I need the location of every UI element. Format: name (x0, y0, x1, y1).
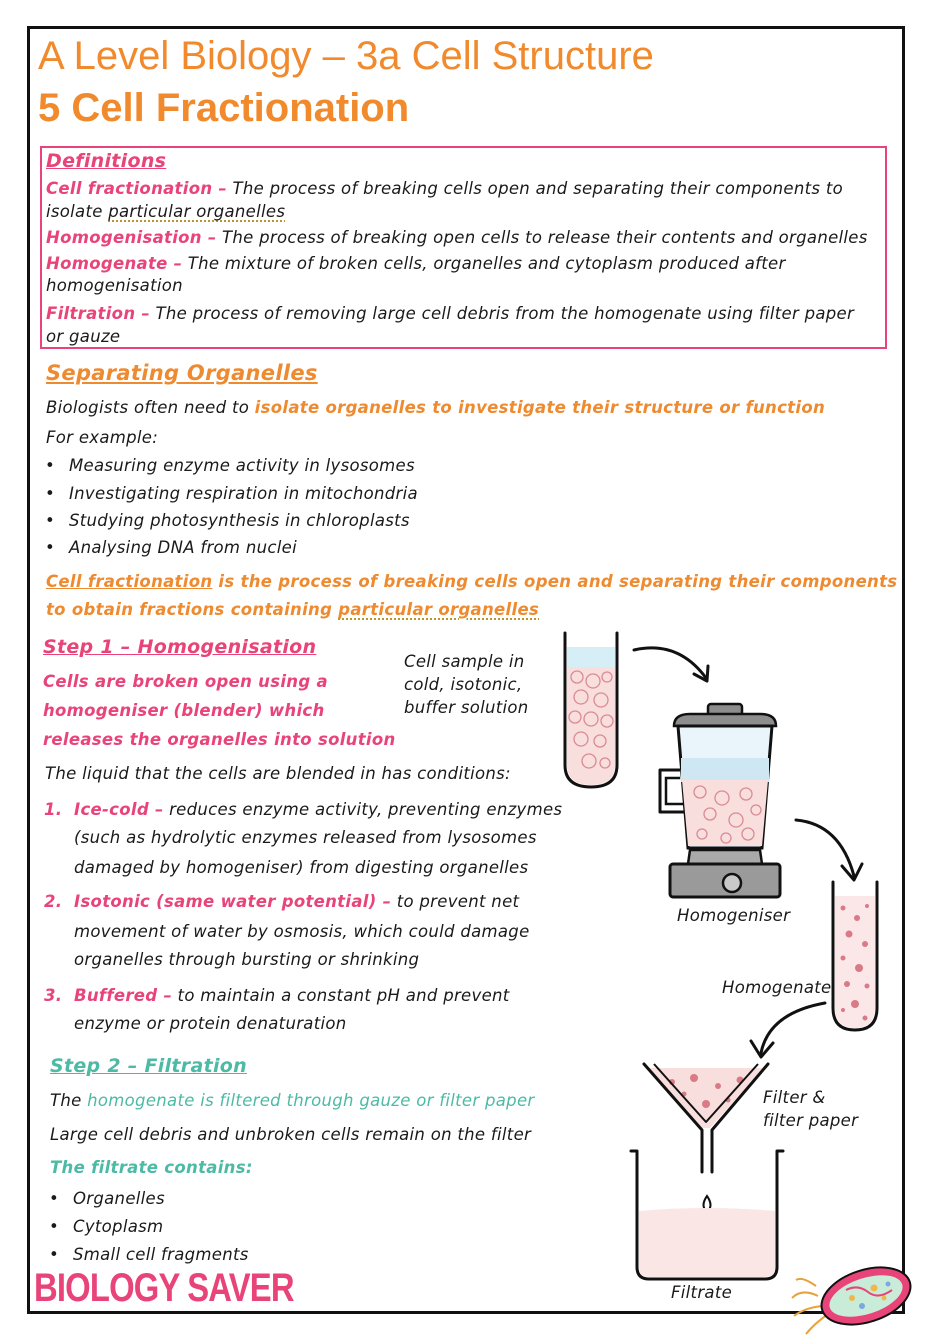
sample-label: buffer solution (404, 698, 529, 717)
list-item: • Cytoplasm (73, 1217, 163, 1236)
summary-text: is the process of breaking cells open and separating their components (212, 572, 898, 591)
condition-buffered (44, 986, 510, 1005)
step2-heading: Step 2 – Filtration (50, 1055, 247, 1077)
definition-text: The process of breaking open cells to release their contents and organelles (216, 228, 868, 247)
filter-label: Filter & (763, 1088, 826, 1107)
definition-cell-fractionation (46, 179, 843, 198)
step1-desc: Cells are broken open using a (43, 672, 328, 691)
summary-term: Cell fractionation (46, 572, 213, 591)
list-item: • Organelles (73, 1189, 165, 1208)
definition-filtration-line2: or gauze (46, 327, 121, 346)
definition-text-dotted: particular organelles (108, 202, 286, 221)
intro-highlight: isolate organelles to investigate their structure or function (254, 398, 826, 417)
condition-text: to maintain a constant pH and prevent (172, 986, 510, 1005)
condition-text: organelles through bursting or shrinking (74, 950, 420, 969)
list-item: • Measuring enzyme activity in lysosomes (69, 456, 415, 475)
condition-text: movement of water by osmosis, which could damage (74, 922, 530, 941)
condition-term: Isotonic (same water potential) – (74, 892, 392, 911)
summary-dotted: particular organelles (338, 600, 540, 619)
condition-term: Ice-cold – (74, 800, 164, 819)
fractionation-summary-line2 (46, 600, 539, 619)
definition-filtration (46, 304, 854, 323)
beaker-icon (625, 1145, 790, 1285)
logo-text: BIOLOGY SAVER (34, 1266, 294, 1310)
condition-isotonic (44, 892, 520, 911)
step1-desc: homogeniser (blender) which (43, 701, 325, 720)
page-subtitle: 5 Cell Fractionation (38, 86, 410, 130)
condition-text: enzyme or protein denaturation (74, 1014, 347, 1033)
step1-heading: Step 1 – Homogenisation (43, 636, 317, 658)
bacterium-icon (788, 1258, 923, 1338)
condition-text: (such as hydrolytic enzymes released from lysosomes (74, 828, 537, 847)
arrow-icon (745, 995, 835, 1065)
arrow-icon (628, 640, 728, 690)
sample-test-tube-icon (555, 625, 630, 790)
step2-text: The (50, 1091, 88, 1110)
definition-text: The process of removing large cell debris from the homogenate using filter paper (149, 304, 855, 323)
filter-label: filter paper (763, 1111, 859, 1130)
definition-text: The process of breaking cells open and separating their components to (226, 179, 843, 198)
blender-icon (650, 700, 800, 905)
definition-homogenate (46, 254, 786, 273)
definitions-heading: Definitions (46, 150, 167, 172)
intro-text: Biologists often need to (46, 398, 255, 417)
condition-text: reduces enzyme activity, preventing enzymes (163, 800, 563, 819)
definition-term: Homogenate – (46, 254, 183, 273)
separating-heading: Separating Organelles (46, 361, 318, 385)
definition-term: Filtration – (46, 304, 150, 323)
filtrate-contains-label: The filtrate contains: (50, 1158, 253, 1177)
filtrate-label: Filtrate (671, 1283, 733, 1302)
step2-line1 (50, 1091, 534, 1110)
list-item: • Studying photosynthesis in chloroplasts (69, 511, 410, 530)
definition-cell-fractionation-line2 (46, 202, 285, 221)
sample-label: cold, isotonic, (404, 675, 523, 694)
page-title: A Level Biology – 3a Cell Structure (38, 34, 654, 78)
list-item: • Analysing DNA from nuclei (69, 538, 297, 557)
step1-desc: releases the organelles into solution (43, 730, 396, 749)
biology-saver-logo (34, 1266, 351, 1316)
definition-text: The mixture of broken cells, organelles and cytoplasm produced after (182, 254, 786, 273)
for-example-label: For example: (46, 428, 159, 447)
condition-number: 2. (44, 892, 63, 911)
condition-text: to prevent net (391, 892, 520, 911)
list-item: • Investigating respiration in mitochondria (69, 484, 418, 503)
definition-text: isolate (46, 202, 109, 221)
definition-homogenate-line2: homogenisation (46, 276, 183, 295)
fractionation-summary (46, 572, 897, 591)
homogeniser-label: Homogeniser (677, 906, 791, 925)
condition-text: damaged by homogeniser) from digesting organelles (74, 858, 529, 877)
definition-term: Homogenisation – (46, 228, 217, 247)
summary-text: to obtain fractions containing (46, 600, 339, 619)
conditions-intro: The liquid that the cells are blended in has conditions: (45, 764, 511, 783)
definition-term: Cell fractionation – (46, 179, 227, 198)
definition-homogenisation (46, 228, 868, 247)
list-item: • Small cell fragments (73, 1245, 249, 1264)
step2-line2: Large cell debris and unbroken cells remain on the filter (50, 1125, 532, 1144)
condition-number: 1. (44, 800, 63, 819)
step2-highlight: homogenate is filtered through gauze or filter paper (87, 1091, 535, 1110)
separating-intro (46, 398, 825, 417)
homogenate-label: Homogenate (722, 978, 832, 997)
condition-number: 3. (44, 986, 63, 1005)
condition-ice-cold (44, 800, 563, 819)
condition-term: Buffered – (74, 986, 173, 1005)
sample-label: Cell sample in (404, 652, 525, 671)
